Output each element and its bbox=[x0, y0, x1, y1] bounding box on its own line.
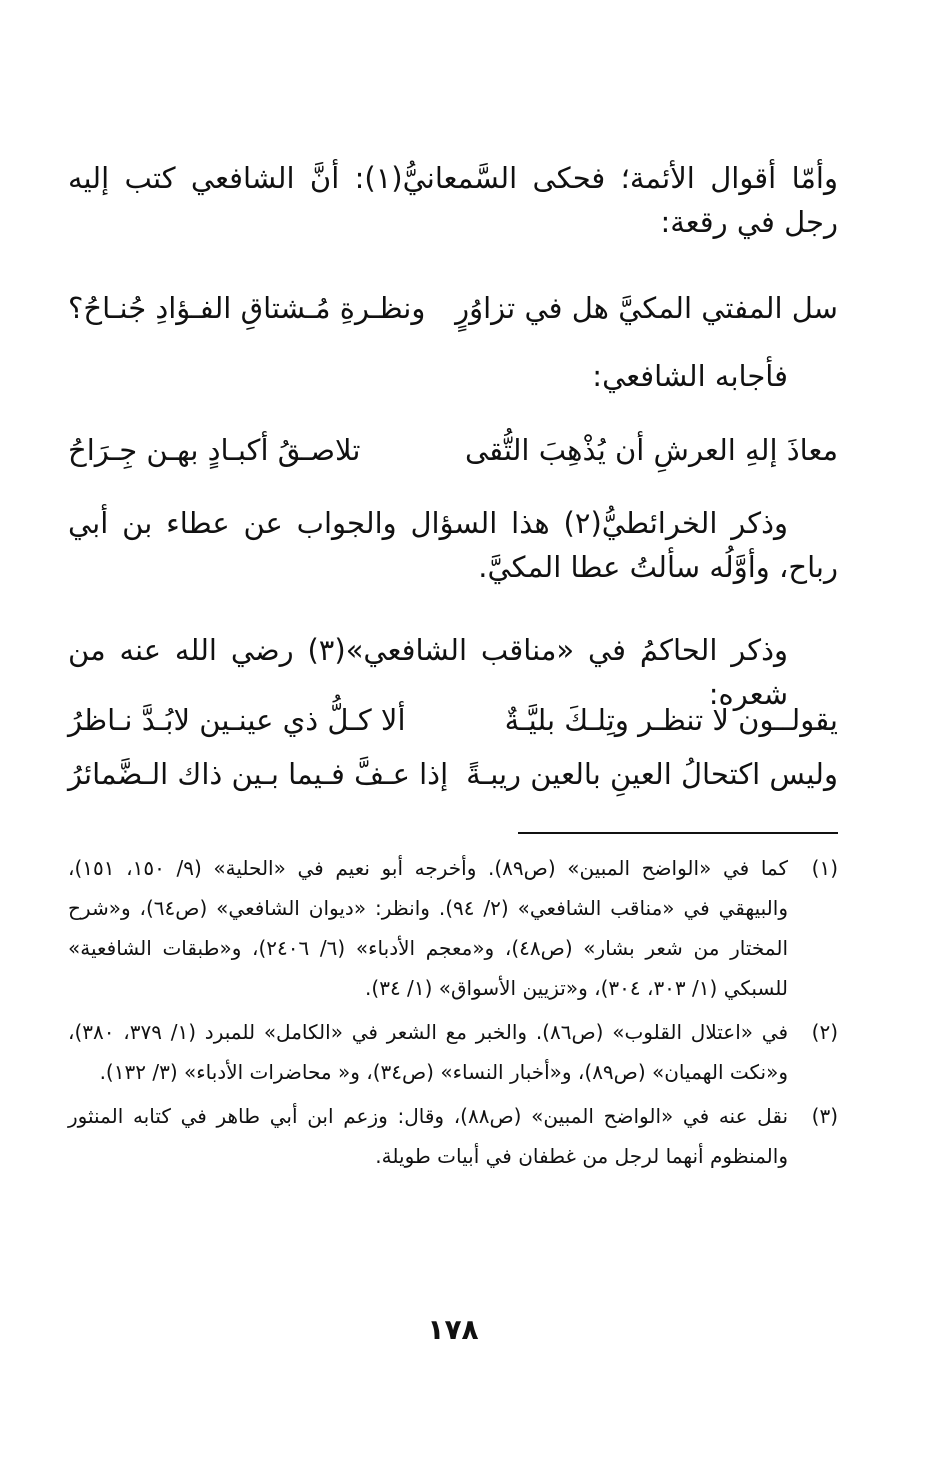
paragraph-hakim: وذكر الحاكمُ في «مناقب الشافعي»(٣) رضي الله عنه من شعره: bbox=[68, 633, 788, 711]
footnote-2 bbox=[68, 1012, 838, 1092]
verse-line-2 bbox=[68, 428, 838, 472]
verse-1-second-hemistich: ونظـرةِ مُـشتاقِ الفـؤادِ جُنـاحُ؟ bbox=[68, 291, 426, 325]
footnote-number: (٢) bbox=[811, 1020, 838, 1044]
footnote-text: نقل عنه في «الواضح المبين» (ص٨٨)، وقال: وزعم ابن أبي طاهر في كتابه المنثور والمنظوم أنهما لرجل من غطفان في أبيات طويلة. bbox=[68, 1104, 789, 1168]
footnotes-section bbox=[68, 848, 838, 1180]
verse-1-first-hemistich: سل المفتي المكيَّ هل في تزاوُرٍ bbox=[455, 291, 838, 325]
verse-4-first-hemistich: وليس اكتحالُ العينِ بالعين ريبـةً bbox=[466, 757, 838, 791]
verse-4-second-hemistich: إذا عـفَّ فـيما بـين ذاك الـضَّمائرُ bbox=[68, 757, 449, 791]
verse-2-second-hemistich: تلاصـقُ أكبـادٍ بهـن جِـرَاحُ bbox=[68, 433, 361, 467]
paragraph-answer-intro: فأجابه الشافعي: bbox=[592, 359, 788, 393]
footnote-text: في «اعتلال القلوب» (ص٨٦). والخبر مع الشعر في «الكامل» للمبرد (١/ ٣٧٩، ٣٨٠)، و«نكت الهميان» (ص٨٩)، و«أخبار النساء» (ص٣٤)، و« محاضرات الأدباء» (٣/ ١٣٢). bbox=[68, 1020, 789, 1084]
footnote-text: كما في «الواضح المبين» (ص٨٩). وأخرجه أبو نعيم في «الحلية» (٩/ ١٥٠، ١٥١)، والبيهقي في «مناقب الشافعي» (٢/ ٩٤). وانظر: «ديوان الشافعي» (ص٦٤)، و«شرح المختار من شعر بشار» (ص٤٨)، و«معجم الأدباء» (٦/ ٢٤٠٦)، و«طبقات الشافعية» للسبكي (١/ ٣٠٣، ٣٠٤)، و«تزيين الأسواق» (١/ ٣٤). bbox=[68, 856, 789, 1000]
verse-line-1 bbox=[68, 286, 838, 330]
verse-line-3 bbox=[68, 698, 838, 742]
verse-line-4 bbox=[68, 752, 838, 796]
page-number: ١٧٨ bbox=[427, 1313, 479, 1346]
paragraph-kharaiti: وذكر الخرائطيُّ(٢) هذا السؤال والجواب عن عطاء بن أبي رباح، وأوَّلُه سألتُ عطا المكيَّ. bbox=[68, 506, 838, 584]
footnote-1 bbox=[68, 848, 838, 1008]
verse-3-second-hemistich: ألا كـلُّ ذي عينـين لابُـدَّ نـاظرُ bbox=[68, 703, 406, 737]
paragraph-intro: وأمّا أقوال الأئمة؛ فحكى السَّمعانيُّ(١): أنَّ الشافعي كتب إليه رجل في رقعة: bbox=[68, 161, 838, 239]
book-page bbox=[68, 148, 838, 1465]
footnote-number: (١) bbox=[811, 856, 838, 880]
verse-2-first-hemistich: معاذَ إلهِ العرشِ أن يُذْهِبَ التُّقى bbox=[465, 433, 838, 467]
footnote-divider bbox=[518, 832, 838, 834]
verse-3-first-hemistich: يقولــون لا تنظـر وتِلـكَ بليَّـةٌ bbox=[504, 703, 838, 737]
footnote-number: (٣) bbox=[811, 1104, 838, 1128]
footnote-3 bbox=[68, 1096, 838, 1176]
